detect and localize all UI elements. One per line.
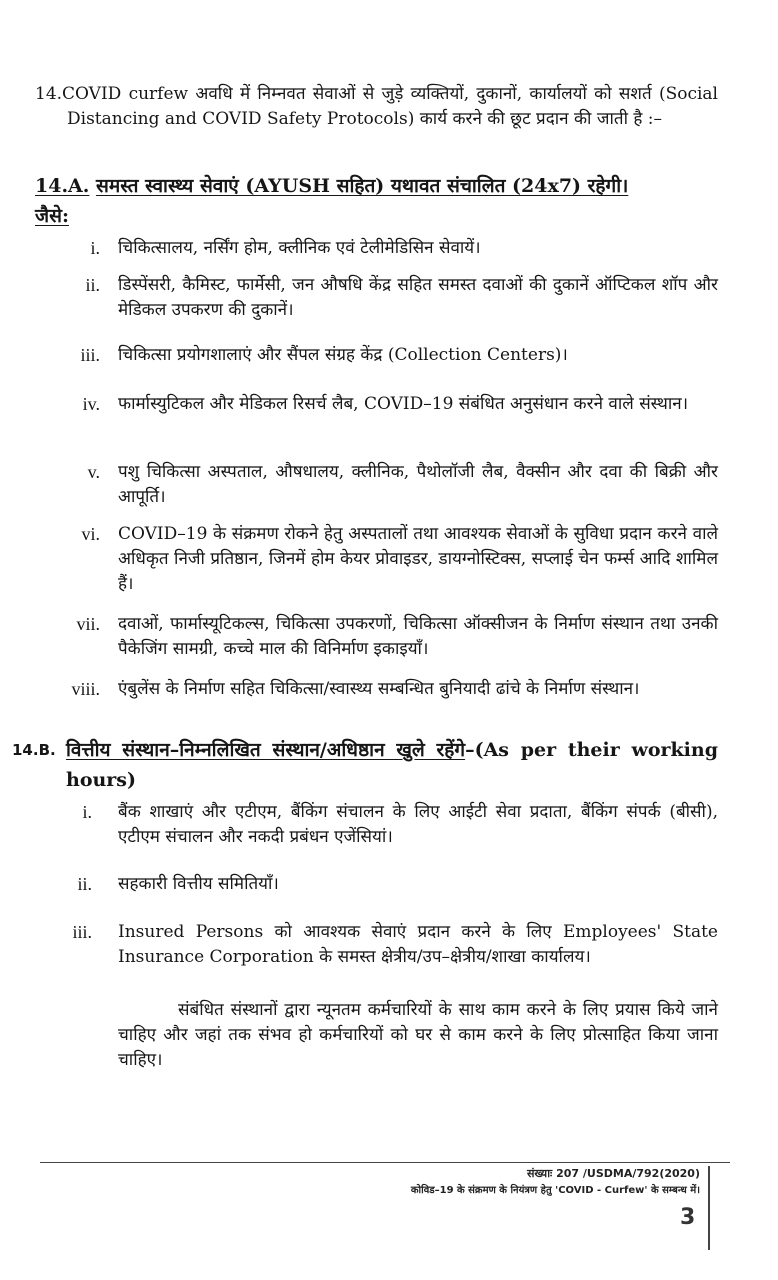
- section-b-number: 14.B.: [12, 741, 56, 759]
- section-a-subheading: जैसे:: [35, 205, 69, 227]
- item-b-2-number: ii.: [77, 874, 92, 894]
- item-a-5-text: पशु चिकित्सा अस्पताल, औषधालय, क्लीनिक, पैथोलॉजी लैब, वैक्सीन और दवा की बिक्री और आपूर्ति।: [118, 462, 718, 507]
- page-number: 3: [680, 1205, 696, 1230]
- item-a-3-number: iii.: [80, 345, 100, 365]
- footer-reference: संख्याः 207 /USDMA/792(2020): [526, 1167, 700, 1180]
- section-b-heading: [66, 735, 718, 795]
- item-a-1-number: i.: [90, 238, 100, 258]
- item-a-7-text: दवाओं, फार्मास्यूटिकल्स, चिकित्सा उपकरणों, चिकित्सा ऑक्सीजन के निर्माण संस्थान तथा उनकी पैकेजिंग सामग्री, कच्चे माल की विनिर्माण इकाइयाँ।: [118, 614, 718, 659]
- footer-subject: कोविड–19 के संक्रमण के नियंत्रण हेतु 'COVID - Curfew' के सम्बन्ध में।: [410, 1185, 700, 1196]
- item-a-6-number: vi.: [81, 524, 100, 544]
- item-a-1-text: चिकित्सालय, नर्सिंग होम, क्लीनिक एवं टेलीमेडिसिन सेवायें।: [118, 238, 481, 258]
- section-a-number: 14.A.: [35, 175, 90, 197]
- item-a-8-text: एंबुलेंस के निर्माण सहित चिकित्सा/स्वास्थ्य सम्बन्धित बुनियादी ढांचे के निर्माण संस्थान।: [118, 679, 640, 699]
- footer-rule: [40, 1162, 730, 1163]
- item-a-4-number: iv.: [82, 394, 100, 414]
- item-a-4-text: फार्मास्युटिकल और मेडिकल रिसर्च लैब, COVID–19 संबंधित अनुसंधान करने वाले संस्थान।: [118, 394, 689, 414]
- section-b-title: वित्तीय संस्थान–निम्नलिखित संस्थान/अधिष्ठान खुले रहेंगे: [66, 739, 466, 761]
- item-a-7-number: vii.: [76, 614, 100, 634]
- footer-vertical-rule: [708, 1166, 710, 1250]
- item-b-3-text: Insured Persons को आवश्यक सेवाएं प्रदान करने के लिए Employees' State Insurance Corporation के समस्त क्षेत्रीय/उप–क्षेत्रीय/शाखा कार्यालय।: [118, 922, 718, 967]
- item-b-1-text: बैंक शाखाएं और एटीएम, बैंकिंग संचालन के लिए आईटी सेवा प्रदाता, बैंकिंग संपर्क (बीसी), एटीएम संचालन और नकदी प्रबंधन एजेंसियां।: [118, 802, 718, 847]
- item-b-2-text: सहकारी वित्तीय समितियाँ।: [118, 874, 279, 894]
- item-b-3-number: iii.: [72, 922, 92, 942]
- item-b-1-number: i.: [82, 802, 92, 822]
- intro-paragraph: 14.COVID curfew अवधि में निम्नवत सेवाओं से जुड़े व्यक्तियों, दुकानों, कार्यालयों को सशर्त (Social Distancing and COVID Safety Protocols) कार्य करने की छूट प्रदान की जाती है :–: [35, 84, 718, 129]
- item-a-3-text: चिकित्सा प्रयोगशालाएं और सैंपल संग्रह केंद्र (Collection Centers)।: [118, 345, 568, 365]
- item-a-2-text: डिस्पेंसरी, कैमिस्ट, फार्मेसी, जन औषधि केंद्र सहित समस्त दवाओं की दुकानें ऑप्टिकल शॉप और मेडिकल उपकरण की दुकानें।: [118, 275, 718, 320]
- note-text: संबंधित संस्थानों द्वारा न्यूनतम कर्मचारियों के साथ काम करने के लिए प्रयास किये जाने चाहिए और जहां तक संभव हो कर्मचारियों को घर से काम करने के लिए प्रोत्साहित किया जाना चाहिए।: [118, 1000, 718, 1070]
- item-a-2-number: ii.: [85, 275, 100, 295]
- section-a-title: समस्त स्वास्थ्य सेवाएं (AYUSH सहित) यथावत संचालित (24x7) रहेगी।: [96, 175, 629, 197]
- item-a-8-number: viii.: [71, 679, 100, 699]
- note-paragraph: [118, 998, 718, 1073]
- section-a-heading: [35, 173, 735, 200]
- item-a-5-number: v.: [87, 462, 100, 482]
- section-b-title-rest: –(As per their working hours): [66, 739, 718, 791]
- item-a-6-text: COVID–19 के संक्रमण रोकने हेतु अस्पतालों तथा आवश्यक सेवाओं के सुविधा प्रदान करने वाले अधिकृत निजी प्रतिष्ठान, जिनमें होम केयर प्रोवाइडर, डायग्नोस्टिक्स, सप्लाई चेन फर्म्स आदि शामिल हैं।: [118, 524, 718, 594]
